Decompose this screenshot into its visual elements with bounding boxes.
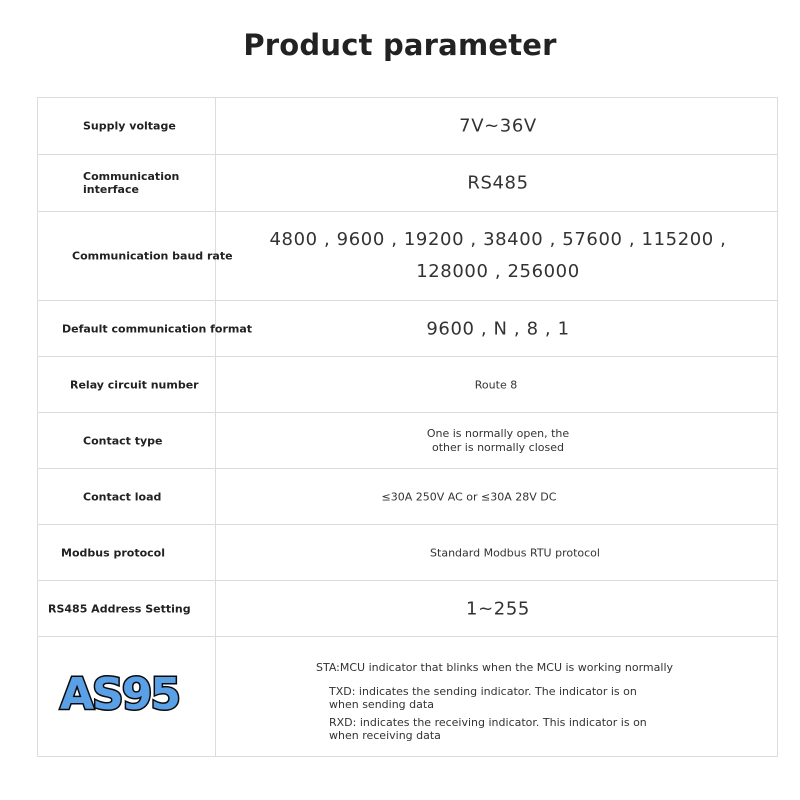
table-row-contact-load bbox=[38, 469, 777, 525]
table-row-communication-interface bbox=[38, 155, 777, 212]
table-row-address-setting bbox=[38, 581, 777, 637]
row-label: Communication baud rate bbox=[72, 249, 233, 263]
row-value: ≤30A 250V AC or ≤30A 28V DC bbox=[381, 490, 557, 503]
parameter-table bbox=[37, 97, 778, 757]
page-title: Product parameter bbox=[243, 28, 557, 62]
table-row-default-format bbox=[38, 301, 777, 357]
row-value: RS485 bbox=[467, 172, 529, 194]
table-row-modbus-protocol bbox=[38, 525, 777, 581]
row-value: 4800 , 9600 , 19200 , 38400 , 57600 , 115200 , 128000 , 256000 bbox=[269, 229, 727, 282]
table-row-indicators bbox=[38, 637, 777, 756]
row-label: Contact type bbox=[83, 434, 163, 447]
table-row-relay-circuit bbox=[38, 357, 777, 413]
row-value: One is normally open, the other is normally closed bbox=[426, 426, 570, 454]
row-value: Route 8 bbox=[474, 378, 518, 391]
row-label: Contact load bbox=[83, 490, 162, 503]
row-value: 9600 , N , 8 , 1 bbox=[426, 318, 570, 339]
txd-indicator-text: TXD: indicates the sending indicator. The indicator is on when sending data bbox=[329, 685, 637, 711]
sta-indicator-text: STA:MCU indicator that blinks when the MCU is working normally bbox=[316, 661, 674, 674]
row-value: 7V~36V bbox=[459, 115, 537, 137]
row-label: Default communication format bbox=[62, 322, 253, 335]
table-row-supply-voltage bbox=[38, 98, 777, 155]
table-row-contact-type bbox=[38, 413, 777, 469]
row-label: Communication interface bbox=[83, 170, 180, 196]
row-label: Relay circuit number bbox=[70, 378, 199, 391]
row-value: Standard Modbus RTU protocol bbox=[430, 546, 600, 559]
row-label: Supply voltage bbox=[83, 119, 176, 133]
as95-logo bbox=[56, 663, 196, 719]
table-row-baud-rate bbox=[38, 212, 777, 301]
rxd-indicator-text: RXD: indicates the receiving indicator. This indicator is on when receiving data bbox=[329, 716, 647, 742]
row-label: RS485 Address Setting bbox=[48, 602, 191, 615]
row-label: Modbus protocol bbox=[61, 546, 165, 559]
svg-text:AS95: AS95 bbox=[60, 669, 179, 719]
row-value: 1~255 bbox=[466, 598, 530, 619]
